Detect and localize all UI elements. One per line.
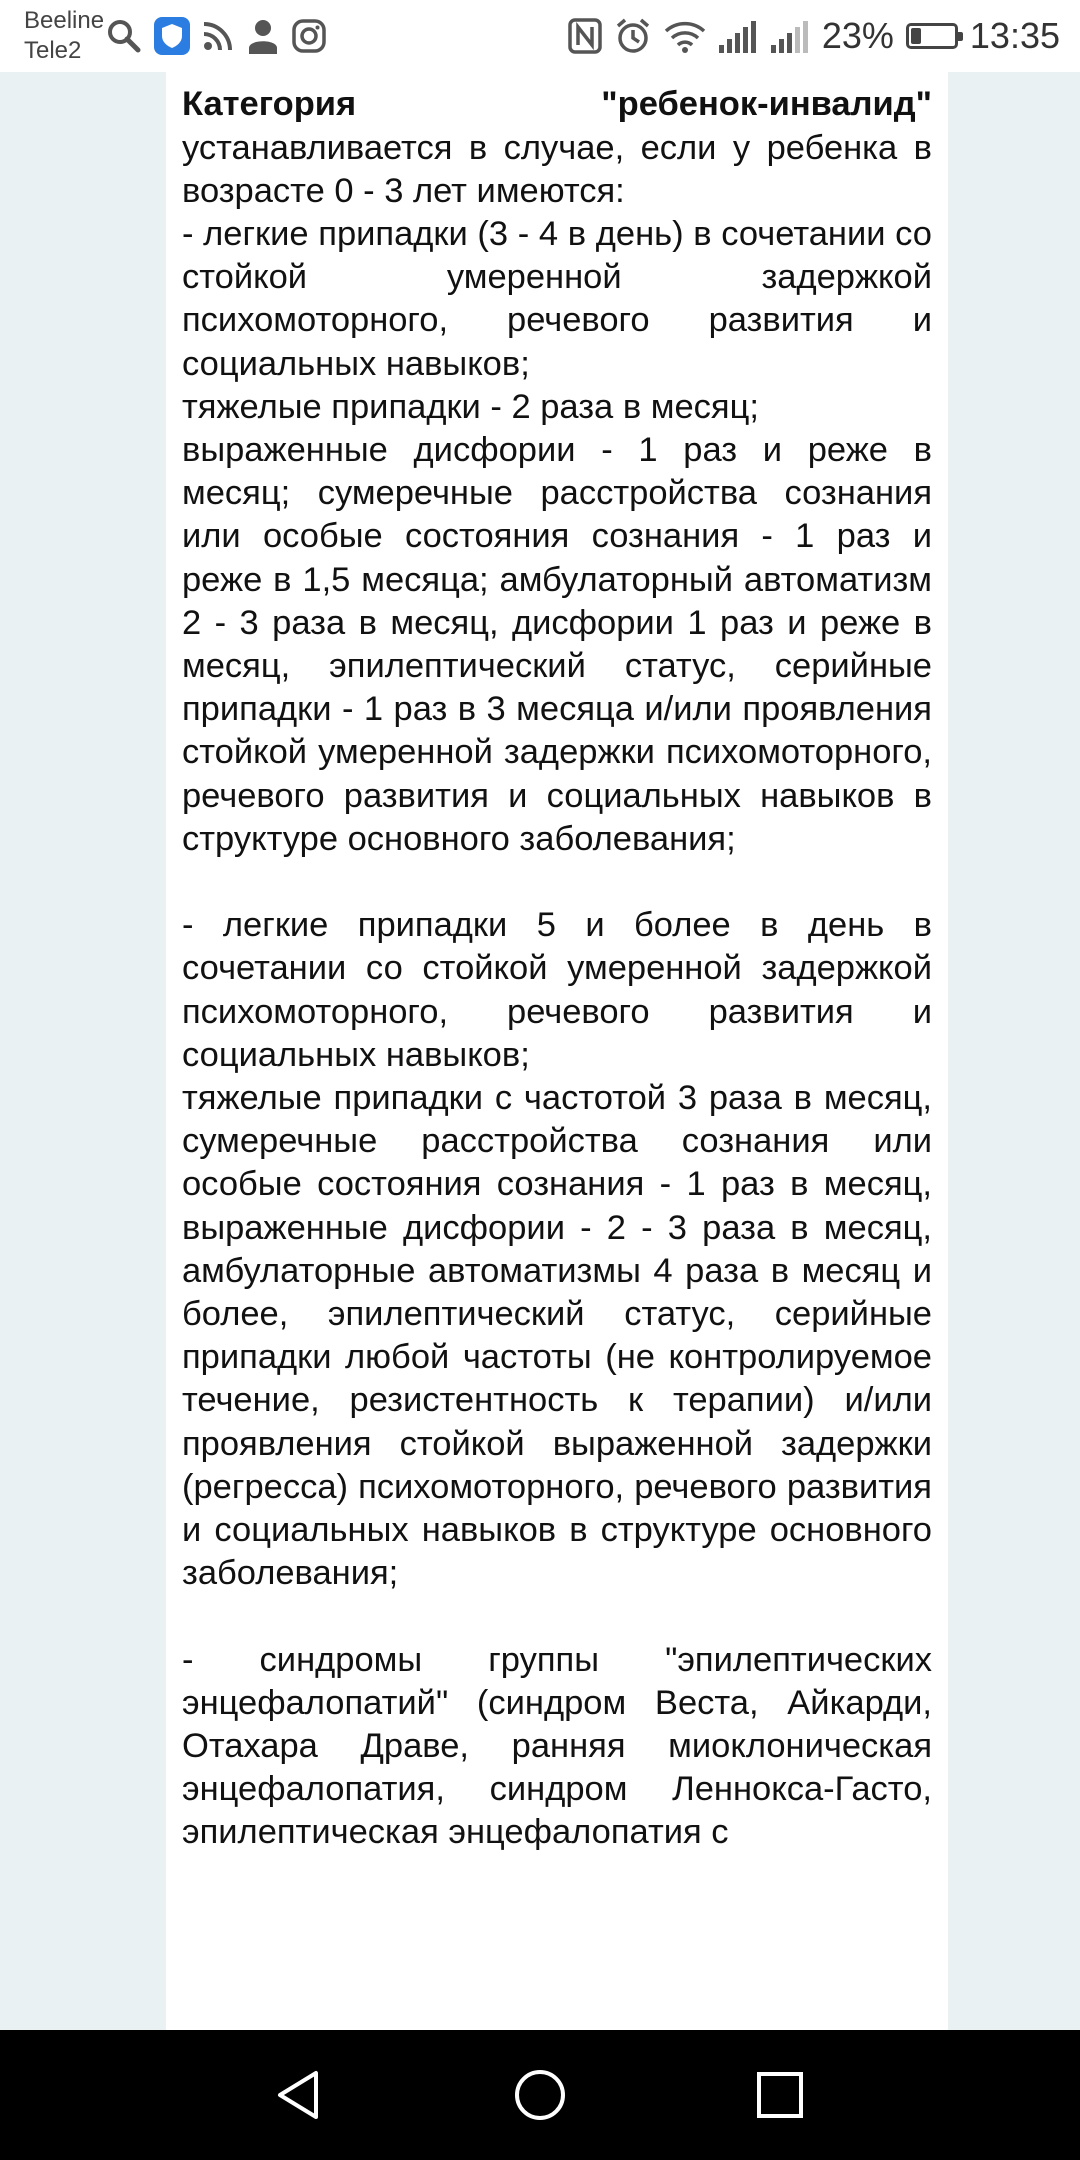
notification-icons	[106, 14, 326, 58]
carrier-names	[24, 6, 104, 66]
battery-icon	[906, 23, 958, 49]
battery-percent: 23%	[821, 15, 894, 56]
shield-icon	[154, 17, 190, 55]
back-button[interactable]	[260, 2055, 340, 2135]
clock: 13:35	[969, 15, 1060, 56]
block-1-line-2: тяжелые припадки - 2 раза в месяц;	[182, 387, 759, 426]
category-heading-right: "ребенок-инвалид"	[601, 85, 932, 124]
alarm-icon	[614, 17, 652, 55]
recents-square-icon	[752, 2067, 808, 2123]
category-heading-left: Категория	[182, 85, 357, 124]
search-icon	[106, 18, 142, 54]
back-triangle-icon	[272, 2067, 328, 2123]
instagram-icon	[292, 19, 326, 53]
home-button[interactable]	[500, 2055, 580, 2135]
paragraph-gap	[182, 861, 932, 904]
block-1-line-3: выраженные дисфории - 1 раз и реже в месяц; сумеречные расстройства сознания или особые состояния сознания - 1 раз и реже в 1,5 месяца; амбулаторный автоматизм 2 - 3 раза в месяц, дисфории 1 раз и реже в месяц, эпилептический статус, серийные припадки - 1 раз в 3 месяца и/или проявления стойкой умеренной задержки психомоторного, речевого развития и социальных навыков в структуре основного заболевания;	[182, 431, 932, 858]
block-2-line-2: тяжелые припадки с частотой 3 раза в месяц, сумеречные расстройства сознания или особые состояния сознания - 1 раз в месяц, выраженные дисфории - 2 - 3 раза в месяц, амбулаторные автоматизмы 4 раза в месяц и более, эпилептический статус, серийные припадки любой частоты (не контролируемое течение, резистентность к терапии) и/или проявления стойкой выраженной задержки (регресса) психомоторного, речевого развития и социальных навыков в структуре основного заболевания;	[182, 1079, 932, 1593]
wifi-icon	[664, 19, 706, 53]
rss-icon	[202, 20, 234, 52]
battery-level-fill	[911, 28, 922, 44]
nfc-icon	[568, 18, 602, 54]
home-circle-icon	[512, 2067, 568, 2123]
block-3-line-1: - синдромы группы "эпилептических энцефалопатий" (синдром Веста, Айкарди, Отахара Драве, ранняя миоклоническая энцефалопатия, синдром Леннокса-Гасто, эпилептическая энцефалопатия с	[182, 1640, 932, 1852]
article-text	[182, 0, 932, 1855]
category-heading	[182, 83, 932, 126]
block-1-line-1: - легкие припадки (3 - 4 в день) в сочетании со стойкой умеренной задержкой психомоторного, речевого развития и социальных навыков;	[182, 215, 932, 383]
signal-2-icon	[770, 19, 810, 53]
article-column[interactable]	[166, 0, 948, 2030]
recents-button[interactable]	[740, 2055, 820, 2135]
system-icons	[568, 12, 1060, 60]
status-bar	[0, 0, 1080, 72]
block-2-line-1: - легкие припадки 5 и более в день в сочетании со стойкой умеренной задержкой психомоторного, речевого развития и социальных навыков;	[182, 906, 932, 1074]
carrier-2: Tele2	[24, 37, 82, 64]
signal-icon	[718, 19, 758, 53]
category-intro: устанавливается в случае, если у ребенка в возрасте 0 - 3 лет имеются:	[182, 128, 932, 210]
navigation-bar	[0, 2030, 1080, 2160]
carrier-1: Beeline	[24, 7, 105, 34]
paragraph-gap	[182, 1595, 932, 1638]
person-icon	[246, 18, 280, 54]
